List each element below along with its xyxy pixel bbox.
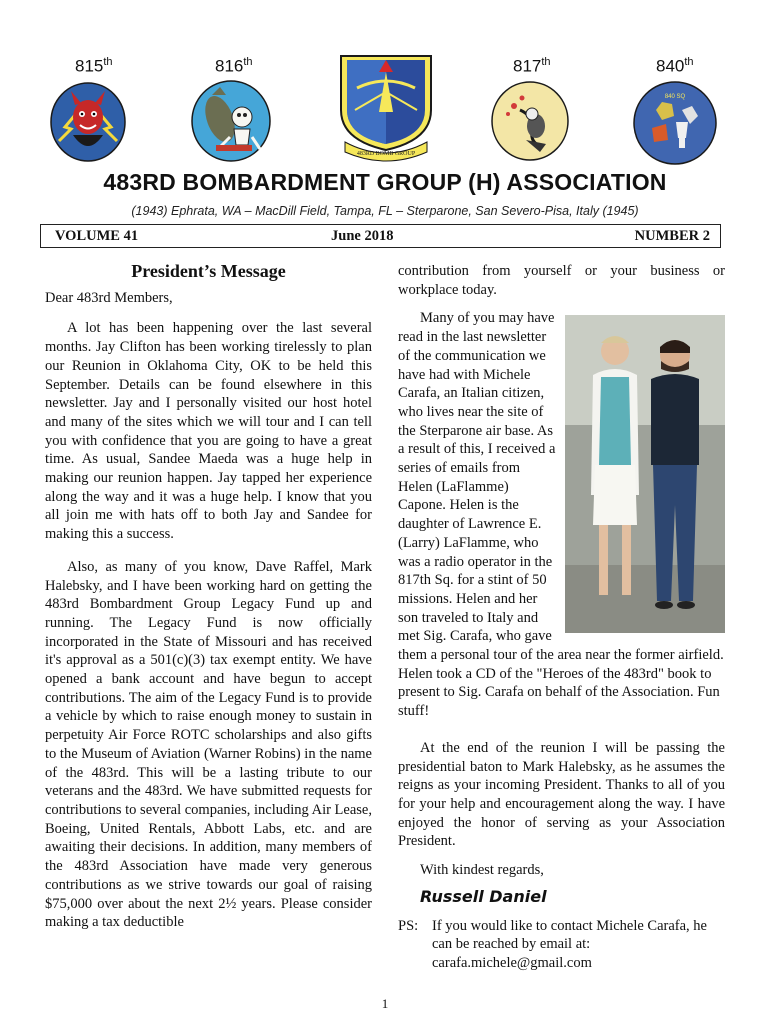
newsletter-title: 483RD BOMBARDMENT GROUP (H) ASSOCIATION (103, 169, 667, 195)
reunion-photo (565, 315, 725, 633)
salutation: Dear 483rd Members, (45, 289, 173, 306)
volume-bar (40, 224, 721, 248)
right-column (398, 262, 725, 973)
issue-date: June 2018 (331, 228, 394, 244)
squadron-label-840: 840th (656, 56, 694, 76)
left-column (45, 262, 372, 940)
squadron-815-emblem (49, 81, 127, 163)
paragraph-2: Also, as many of you know, Dave Raffel, Mark Halebsky, and I have been working hard on getting the 483rd Bombardment Group Legacy Fund up and running. The Legacy Fund is now officially incorporated in the State of Missouri and has received it's approval as a 501(c)(3) tax exempt entity. We have opened a bank account and have begun to accept contributions. The aim of the Legacy Fund is to provide a vehicle by which to raise enough money to sustain in perpetuity Air Force ROTC scholarships and also gifts to the Museum of Aviation (Warner Robins) in the name of the 483rd. This will be a lasting tribute to our veterans and the 483rd. We have submitted requests for contributions to several companies, including Air Lease, Boeing, United Rentals, Abbott Labs, etc. and are awaiting their decisions. In addition, many members of the 483rd Association have made very generous contributions as we strive towards our goal of raising $75,000 over about the next 2½ years. Please consider making a tax deductible (45, 558, 372, 931)
postscript (398, 917, 725, 973)
ps-text: If you would like to contact Michele Carafa, he can be reached by email at: carafa.michele@gmail.com (432, 917, 707, 971)
paragraph-3-block (398, 309, 725, 728)
squadron-label-817: 817th (513, 56, 551, 76)
volume-label: VOLUME 41 (55, 228, 139, 244)
newsletter-subtitle: (1943) Ephrata, WA – MacDill Field, Tampa, FL – Sterparone, San Severo-Pisa, Italy (1945) (131, 204, 639, 218)
squadron-label-816: 816th (215, 56, 253, 76)
page-number: 1 (381, 996, 389, 1011)
closing: With kindest regards, (420, 862, 544, 879)
signature: Russell Daniel (420, 886, 547, 906)
paragraph-2-continued: contribution from yourself or your business or workplace today. (398, 263, 725, 298)
squadron-840-caption: 840 SQ (664, 94, 686, 100)
group-shield-emblem (337, 52, 435, 164)
squadron-817-emblem (490, 80, 570, 162)
issue-number: NUMBER 2 (634, 228, 710, 244)
squadron-label-815: 815th (75, 56, 113, 76)
paragraph-1: A lot has been happening over the last several months. Jay Clifton has been working tirelessly to plan our Reunion in Oklahoma City, OK to be held this September. Details can be found elsewhere in this newsletter. Jay and I personally visited our host hotel and many of the sites which we will tour and I can tell you with confidence that you are going to have a great time. As usual, Sandee Maeda was a huge help in making our reunion happen. Jay tapped her experience along the way and it was a huge help. I know that you all join me with hats off to both Jay and Sandee for making this a success. (45, 320, 372, 543)
ps-label: PS: (398, 917, 419, 934)
squadron-816-emblem (190, 79, 272, 163)
article-heading: President’s Message (131, 261, 286, 281)
squadron-840-emblem (632, 80, 718, 166)
paragraph-4: At the end of the reunion I will be passing the presidential baton to Mark Halebsky, as he assumes the reigns as your incoming President. Thanks to all of you for your help and encouragement along the way. I have enjoyed the honor of serving as your Association President. (398, 739, 725, 850)
paragraph-3: Many of you may have read in the last newsletter of the communication we have had with Michele Carafa, an Italian citizen, who lives near the site of the Sterparone air base. As a result of this, I received a series of emails from Helen (LaFlamme) Capone. Helen is the daughter of Lawrence E. (Larry) LaFlamme, who was a radio operator in the 817th Sq. for a stint of 50 missions. Helen and her son traveled to Italy and met Sig. Carafa, who gave them a personal tour of the area near the former airfield. Helen took a CD of the "Heroes of the 483rd" book to present to Sig. Carafa on behalf of the Association. Fun stuff! (398, 310, 724, 720)
group-scroll-text: 483RD BOMB GROUP (356, 151, 416, 157)
